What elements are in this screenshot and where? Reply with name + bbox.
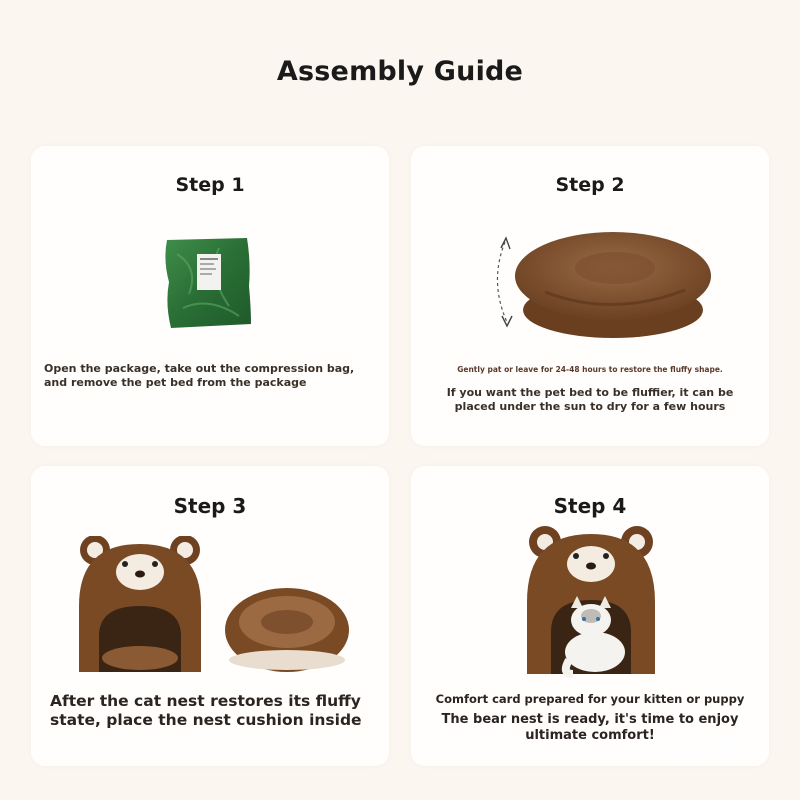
step-2-card [411,146,769,446]
compression-bag-illustration [159,234,257,330]
step-1-card [31,146,389,446]
step-4-lead: Comfort card prepared for your kitten or puppy [435,692,745,706]
step-2-instructions: If you want the pet bed to be fluffier, it can be placed under the sun to dry for a few hours [446,386,734,413]
step-1-instructions: Open the package, take out the compression bag, and remove the pet bed from the package [44,362,355,389]
step-3-label: Step 3 [173,494,247,518]
page-title: Assembly Guide [276,56,524,87]
step-4-instructions: The bear nest is ready, it's time to enjoy ultimate comfort! [441,712,739,744]
step-2-note: Gently pat or leave for 24-48 hours to restore the fluffy shape. [457,365,723,374]
round-cushion-illustration [223,578,351,676]
bear-house-illustration [75,536,205,676]
arrow-up-icon [501,238,510,249]
step-2-label: Step 2 [555,174,625,196]
step-1-label: Step 1 [175,174,245,196]
watermark: com [672,728,738,761]
step-4-label: Step 4 [553,494,627,518]
arrow-down-icon [502,316,512,326]
step-3-card [31,466,389,766]
cushion-expanding-illustration [485,222,715,346]
step-3-instructions: After the cat nest restores its fluffy state, place the nest cushion inside [50,692,362,730]
bear-house-with-cat-illustration [521,524,661,680]
step-4-card [411,466,769,766]
